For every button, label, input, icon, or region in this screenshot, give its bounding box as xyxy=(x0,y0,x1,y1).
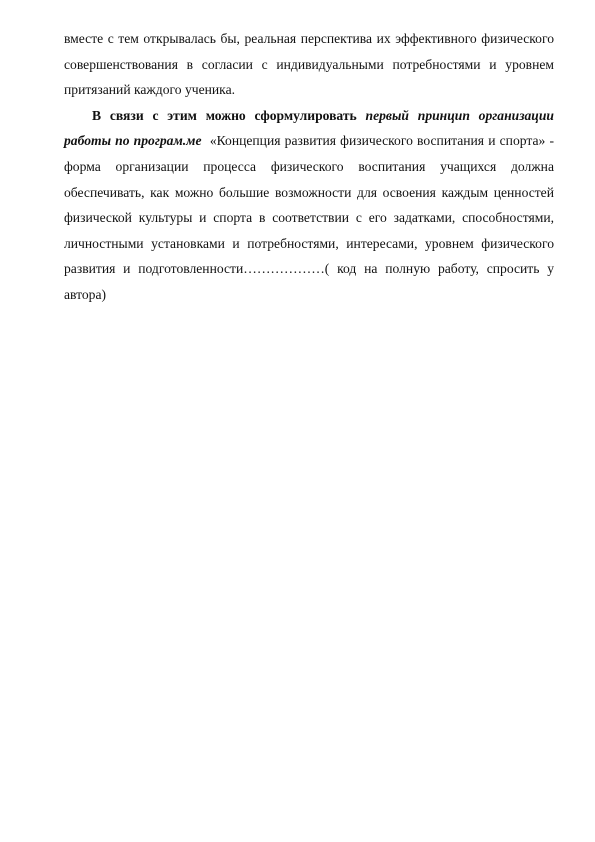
paragraph-2-lead: В связи с этим можно сформулировать xyxy=(92,107,357,123)
title-dash: - xyxy=(545,133,554,149)
first-principle-phrase: первый принцип организации работы по програм.ме xyxy=(64,107,554,149)
paragraph-1-text: вместе с тем открывалась бы, реальная перспектива их эффективного физического совершенствования в согласии с индивидуальными потребностями и уровнем притязаний каждого ученика. xyxy=(64,31,554,98)
program-title: «Концепция развития физического воспитания и спорта» xyxy=(209,133,546,149)
document-text xyxy=(64,26,554,308)
paragraph-1 xyxy=(64,26,554,103)
paragraph-2 xyxy=(64,103,554,308)
paragraph-2-body: форма организации процесса физического воспитания учащихся должна обеспечивать, как можно большие возможности для освоения каждым ценностей физической культуры и спорта в соответствии с его задатками, способностями, личностными установками и потребностями, интересами, уровнем физического развития и подготовленности………………( код на полную работу, спросить у автора) xyxy=(64,158,554,302)
